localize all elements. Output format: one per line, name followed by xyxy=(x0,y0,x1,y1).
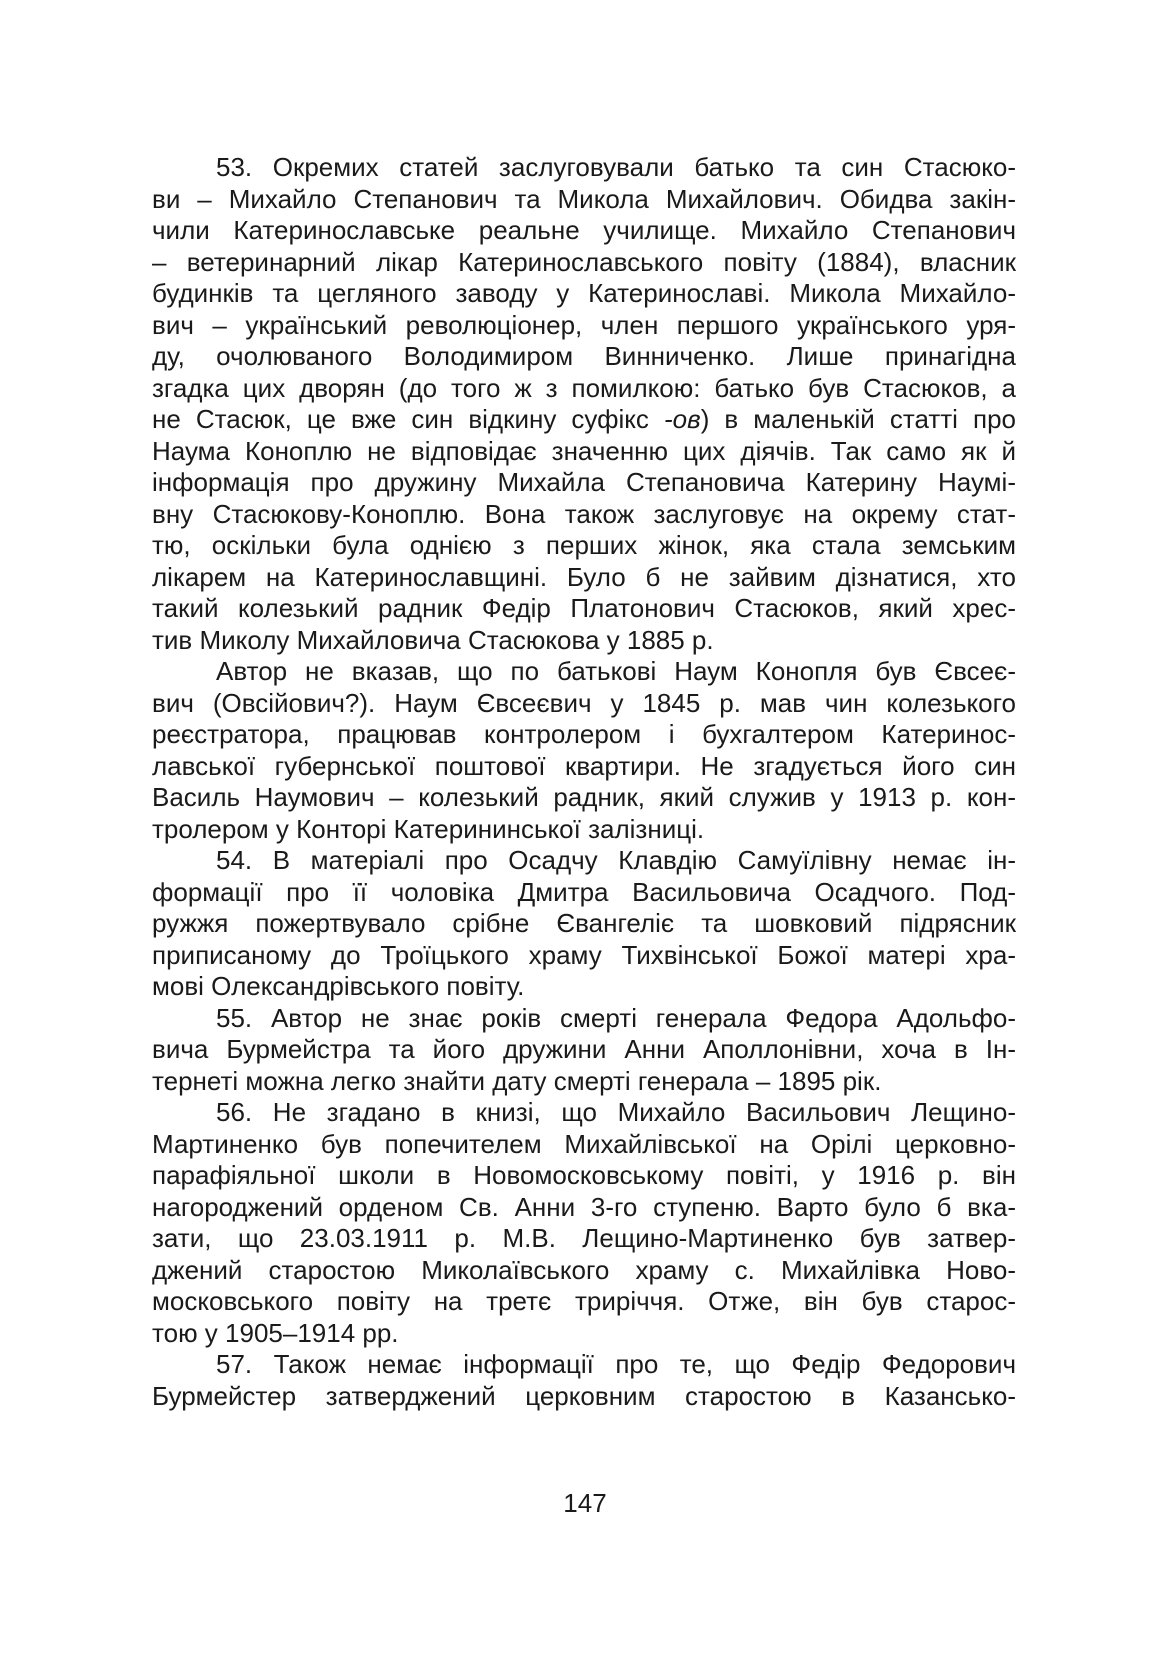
text-line: Мартиненко був попечителем Михайлівської на Орілі церковно- xyxy=(152,1128,1016,1159)
text-line: ружжя пожертвувало срібне Євангеліє та шовковий підрясник xyxy=(152,908,1016,938)
text-line: тою у 1905–1914 рр. xyxy=(152,1317,399,1348)
text-line: ви – Михайло Степанович та Микола Михайлович. Обидва закін- xyxy=(152,183,1016,214)
text-line: 57. Також немає інформації про те, що Федір Федорович xyxy=(216,1349,1016,1379)
paragraph xyxy=(152,152,1016,656)
text-line: вну Стасюкову-Коноплю. Вона також заслуговує на окрему стат- xyxy=(152,498,1016,529)
text-line: Василь Наумович – колезький радник, який служив у 1913 р. кон- xyxy=(152,782,1016,812)
text-line: 56. Не згадано в книзі, що Михайло Васильович Лещино- xyxy=(216,1097,1016,1127)
paragraph xyxy=(152,1003,1016,1098)
text-line: лавської губернської поштової квартири. Не згадується його син xyxy=(152,750,1016,781)
page-number: 147 xyxy=(563,1488,607,1518)
text-line: парафіяльної школи в Новомосковському повіті, у 1916 р. він xyxy=(152,1160,1016,1190)
text-line: джений старостою Миколаївського храму с. Михайлівка Ново- xyxy=(152,1254,1016,1285)
text-line: вич (Овсійович?). Наум Євсеєвич у 1845 р. мав чин колезького xyxy=(152,687,1016,718)
text-line: 55. Автор не знає років смерті генерала Федора Адольфо- xyxy=(216,1002,1016,1033)
text-line: реєстратора, працював контролером і бухгалтером Катеринос- xyxy=(152,719,1016,749)
text-line: тернеті можна легко знайти дату смерті генерала – 1895 рік. xyxy=(152,1065,882,1096)
text-line: Наума Коноплю не відповідає значенню цих діячів. Так само як й xyxy=(152,435,1016,466)
text-line: інформація про дружину Михайла Степановича Катерину Наумі- xyxy=(152,467,1016,497)
text-line: будинків та цегляного заводу у Катеринославі. Микола Михайло- xyxy=(152,278,1016,308)
text-line: нагороджений орденом Св. Анни 3-го ступеню. Варто було б вка- xyxy=(152,1191,1016,1222)
paragraph xyxy=(152,1097,1016,1349)
text-line: вича Бурмейстра та його дружини Анни Аполлонівни, хоча в Ін- xyxy=(152,1034,1016,1064)
text-line: тю, оскільки була однією з перших жінок, яка стала земським xyxy=(152,530,1016,560)
text-line: 53. Окремих статей заслуговували батько та син Стасюко- xyxy=(216,152,1016,182)
text-line: згадка цих дворян (до того ж з помилкою: батько був Стасюков, а xyxy=(152,372,1016,403)
text-line: тив Миколу Михайловича Стасюкова у 1885 р. xyxy=(152,624,714,655)
text-line: не Стасюк, це вже син відкину суфікс -ов) в маленькій статті про xyxy=(152,404,1016,434)
text-line: лікарем на Катеринославщині. Було б не зайвим дізнатися, хто xyxy=(152,561,1016,592)
text-line: мові Олександрівського повіту. xyxy=(152,971,525,1001)
text-line: московського повіту на третє трирiччя. Отже, він був старос- xyxy=(152,1286,1016,1316)
text-line: чили Катеринославське реальне училище. Михайло Степанович xyxy=(152,215,1016,245)
text-line: приписаному до Троїцького храму Тихвінської Божої матері хра- xyxy=(152,939,1016,970)
text-line: Бурмейстер затверджений церковним старостою в Казансько- xyxy=(152,1380,1016,1411)
text-line: ду, очолюваного Володимиром Винниченко. Лише принагідна xyxy=(152,341,1016,371)
text-line: 54. В матеріалі про Осадчу Клавдію Самуїлівну немає ін- xyxy=(216,845,1016,875)
body-text xyxy=(152,152,1016,1412)
text-line: Автор не вказав, що по батькові Наум Конопля був Євсеє- xyxy=(216,656,1016,686)
text-line: вич – український революціонер, член першого українського уря- xyxy=(152,309,1016,340)
text-line: формації про її чоловіка Дмитра Васильовича Осадчого. Под- xyxy=(152,876,1016,907)
text-line: зати, що 23.03.1911 р. М.В. Лещино-Мартиненко був затвер- xyxy=(152,1223,1016,1253)
paragraph xyxy=(152,845,1016,1003)
text-line: тролером у Конторі Катерининської залізниці. xyxy=(152,813,705,844)
text-line: – ветеринарний лікар Катеринославського повіту (1884), власник xyxy=(152,246,1016,277)
paragraph xyxy=(152,656,1016,845)
text-line: такий колезький радник Федір Платонович Стасюков, який хрес- xyxy=(152,593,1016,623)
paragraph xyxy=(152,1349,1016,1412)
